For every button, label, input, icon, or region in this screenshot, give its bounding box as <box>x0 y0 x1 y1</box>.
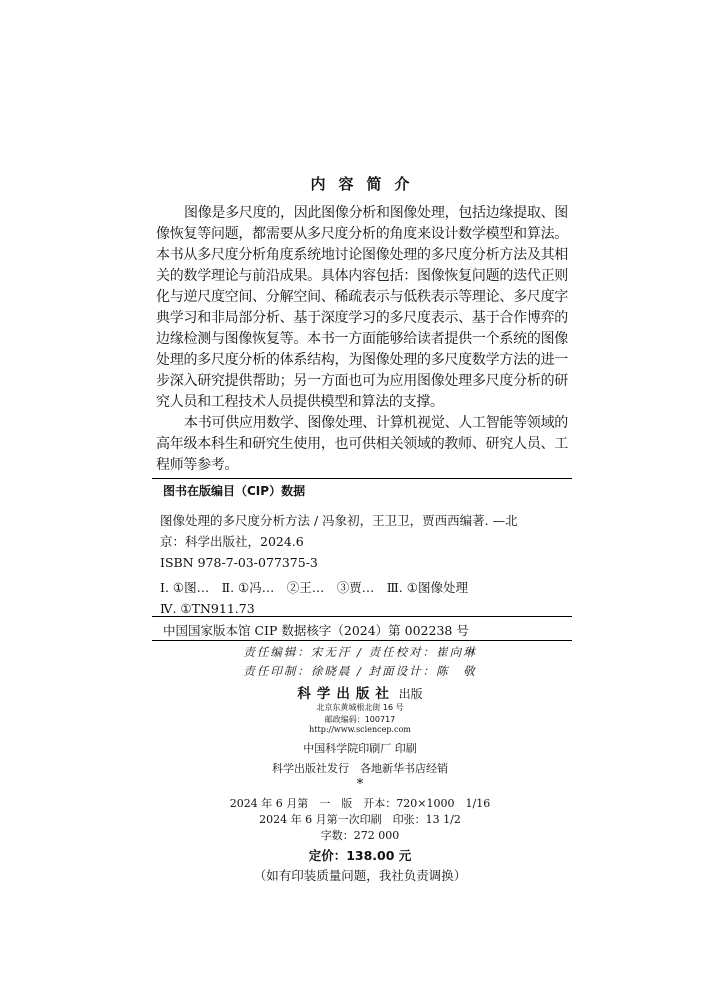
credits-editors: 责任编辑：宋无汗 / 责任校对：崔向琳 <box>243 645 477 659</box>
publisher-line <box>0 682 720 702</box>
cip-top-rule <box>152 478 572 479</box>
cip-record <box>160 510 570 619</box>
separator-asterisk: * <box>356 777 364 792</box>
summary-paragraph-1: 图像是多尺度的，因此图像分析和图像处理，包括边缘提取、图像恢复等问题，都需要从多尺度分析的角度来设计数学模型和算法。本书从多尺度分析角度系统地讨论图像处理的多尺度分析方法及其相关的数学理论与前沿成果。具体内容包括：图像恢复问题的迭代正则化与逆尺度空间、分解空间、稀疏表示与低秩表示等理论、多尺度字典学习和非局部分析、基于深度学习的多尺度表示、基于合作博弈的边缘检测与图像恢复等。本书一方面能够给读者提供一个系统的图像处理的多尺度分析的体系结构，为图像处理的多尺度数学方法的进一步深入研究提供帮助；另一方面也可为应用图像处理多尺度分析的研究人员和工程技术人员提供模型和算法的支撑。 <box>156 205 568 410</box>
word-count: 字数：272 000 <box>320 829 400 842</box>
cip-class-line-1: Ⅰ. ①图… Ⅱ. ①冯… ②王… ③贾… Ⅲ. ①图像处理 <box>160 580 468 595</box>
publisher-suffix: 出版 <box>398 687 423 701</box>
cip-record-line-2: 京：科学出版社，2024.6 <box>160 534 304 549</box>
cip-data-number: 中国国家版本馆 CIP 数据核字（2024）第 002238 号 <box>163 623 469 638</box>
summary-title: 内容简介 <box>310 175 423 193</box>
printing-line: 2024 年 6 月第一次印刷 印张：13 1/2 <box>259 813 461 826</box>
cip-isbn: ISBN 978-7-03-077375-3 <box>160 555 318 570</box>
credits-production: 责任印制：徐晓晨 / 封面设计：陈 敬 <box>243 664 477 678</box>
cip-record-line-1: 图像处理的多尺度分析方法 / 冯象初，王卫卫，贾西西编著. —北 <box>160 513 518 528</box>
cip-class-line-2: Ⅳ. ①TN911.73 <box>160 601 255 616</box>
publisher-logo: 科学出版社 <box>297 686 395 702</box>
distribution: 科学出版社发行 各地新华书店经销 <box>272 762 448 775</box>
publisher-zip: 邮政编码：100717 <box>324 715 396 724</box>
quality-note: （如有印装质量问题，我社负责调换） <box>253 868 467 883</box>
summary-body <box>156 203 568 476</box>
publisher-address: 北京东黄城根北街 16 号 <box>316 703 404 712</box>
printer: 中国科学院印刷厂 印刷 <box>303 742 417 755</box>
cip-heading: 图书在版编目（CIP）数据 <box>163 484 306 498</box>
publisher-website: http://www.sciencep.com <box>309 725 411 734</box>
cip-bottom-rule <box>152 640 572 641</box>
cip-middle-rule <box>152 616 572 617</box>
summary-paragraph-2: 本书可供应用数学、图像处理、计算机视觉、人工智能等领域的高年级本科生和研究生使用，也可供相关领域的教师、研究人员、工程师等参考。 <box>156 415 568 473</box>
price: 定价：138.00 元 <box>308 848 412 863</box>
edition-line: 2024 年 6 月第 一 版 开本：720×1000 1/16 <box>229 797 491 810</box>
